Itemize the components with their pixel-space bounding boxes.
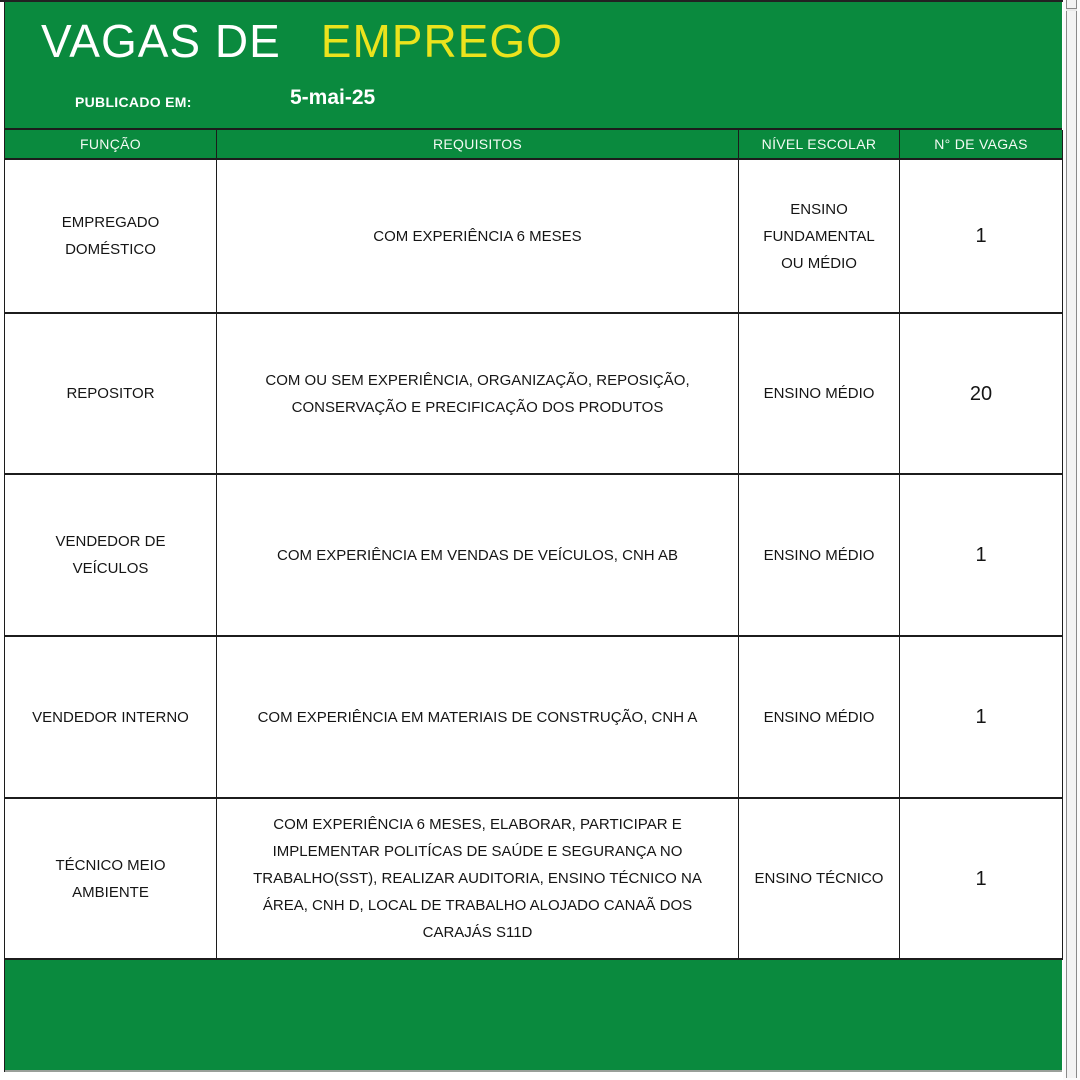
page-title	[41, 15, 563, 67]
column-header-nivel-escolar: NÍVEL ESCOLAR	[739, 130, 900, 160]
table-row	[5, 314, 1062, 475]
table-row	[5, 475, 1062, 637]
footer-band	[5, 960, 1062, 1072]
cell-funcao: REPOSITOR	[5, 314, 217, 475]
window-top-edge	[0, 0, 1080, 2]
cell-nivel-escolar: ENSINO MÉDIO	[739, 637, 900, 799]
cell-nivel-escolar: ENSINO TÉCNICO	[739, 799, 900, 960]
header-banner	[5, 2, 1062, 130]
cell-n-vagas: 1	[900, 799, 1063, 960]
job-listing-sheet	[4, 2, 1062, 1072]
cell-requisitos: COM OU SEM EXPERIÊNCIA, ORGANIZAÇÃO, REPOSIÇÃO, CONSERVAÇÃO E PRECIFICAÇÃO DOS PRODUTOS	[217, 314, 739, 475]
table-row	[5, 799, 1062, 960]
scrollbar-top-cap	[1066, 8, 1077, 11]
cell-funcao: EMPREGADO DOMÉSTICO	[5, 160, 217, 314]
published-label: PUBLICADO EM:	[75, 94, 192, 110]
column-header-requisitos: REQUISITOS	[217, 130, 739, 160]
cell-funcao: TÉCNICO MEIO AMBIENTE	[5, 799, 217, 960]
cell-n-vagas: 20	[900, 314, 1063, 475]
cell-n-vagas: 1	[900, 160, 1063, 314]
cell-requisitos: COM EXPERIÊNCIA 6 MESES, ELABORAR, PARTICIPAR E IMPLEMENTAR POLITÍCAS DE SAÚDE E SEGURANÇA NO TRABALHO(SST), REALIZAR AUDITORIA, ENSINO TÉCNICO NA ÁREA, CNH D, LOCAL DE TRABALHO ALOJADO CANAÃ DOS CARAJÁS S11D	[217, 799, 739, 960]
cell-requisitos: COM EXPERIÊNCIA EM VENDAS DE VEÍCULOS, CNH AB	[217, 475, 739, 637]
title-text: VAGAS DE	[41, 15, 281, 67]
table-row	[5, 160, 1062, 314]
cell-requisitos: COM EXPERIÊNCIA 6 MESES	[217, 160, 739, 314]
cell-requisitos: COM EXPERIÊNCIA EM MATERIAIS DE CONSTRUÇÃO, CNH A	[217, 637, 739, 799]
cell-funcao: VENDEDOR DE VEÍCULOS	[5, 475, 217, 637]
table-row	[5, 637, 1062, 799]
cell-funcao: VENDEDOR INTERNO	[5, 637, 217, 799]
cell-n-vagas: 1	[900, 637, 1063, 799]
cell-n-vagas: 1	[900, 475, 1063, 637]
cell-nivel-escolar: ENSINO FUNDAMENTAL OU MÉDIO	[739, 160, 900, 314]
column-header-n-de-vagas: N° DE VAGAS	[900, 130, 1063, 160]
cell-nivel-escolar: ENSINO MÉDIO	[739, 475, 900, 637]
column-header-funcao: FUNÇÃO	[5, 130, 217, 160]
table-header-row	[5, 130, 1062, 160]
vertical-scrollbar[interactable]	[1063, 0, 1080, 1080]
title-highlight-text: EMPREGO	[320, 15, 563, 67]
scrollbar-track[interactable]	[1066, 0, 1077, 1078]
published-date: 5-mai-25	[290, 86, 376, 109]
cell-nivel-escolar: ENSINO MÉDIO	[739, 314, 900, 475]
